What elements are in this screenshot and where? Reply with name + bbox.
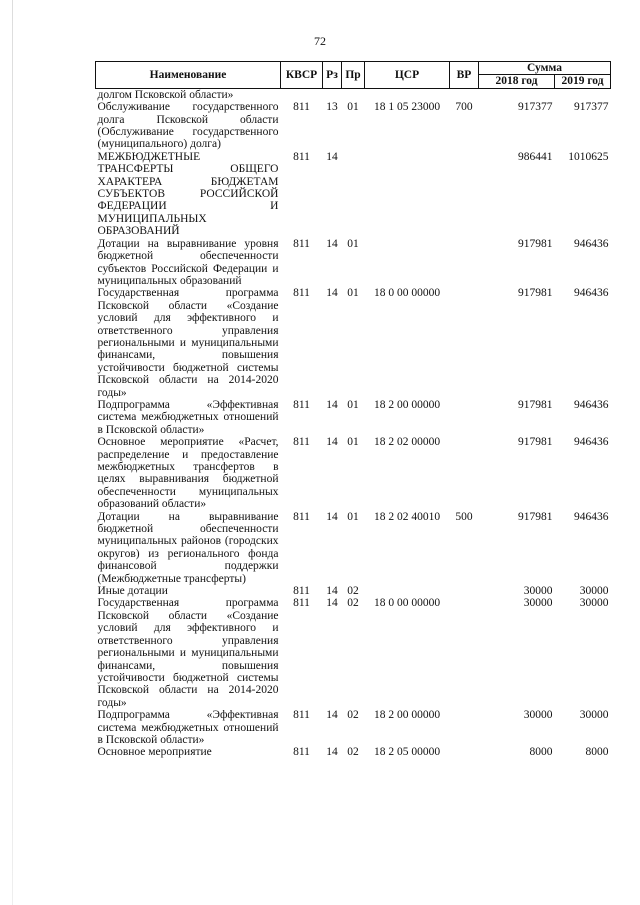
row-sum-2019: 946436 [574,436,609,449]
header-sum: Сумма [479,62,611,75]
row-csr: 18 2 05 00000 [373,746,441,759]
row-csr [365,88,450,101]
row-pr: 01 [347,287,359,300]
header-rz: Рз [323,62,342,89]
row-vr: 700 [455,101,473,114]
row-kvsr: 811 [293,237,310,250]
row-sum-2019 [555,88,611,101]
row-sum-2019: 30000 [579,585,609,598]
row-name: Иные дотации [97,585,168,598]
row-sum-2019: 946436 [574,237,609,250]
row-vr [450,151,479,238]
row-sum-2018: 30000 [523,597,553,610]
header-year-2019: 2019 год [555,75,611,88]
row-sum-2019: 30000 [579,709,609,722]
row-pr: 01 [347,101,359,114]
row-kvsr: 811 [293,709,310,722]
row-name: Основное мероприятие «Расчет, распределение и предоставление межбюджетных трансфертов в целях выравнивания бюджетной обеспеченности муниципальных образований области» [97,436,279,511]
header-year-2018: 2018 год [479,75,555,88]
header-name: Наименование [96,62,281,89]
row-name: Дотации на выравнивание уровня бюджетной обеспеченности субъектов Российской Федерации и муниципальных образований [97,237,279,287]
row-pr: 01 [347,436,359,449]
table-row [96,746,611,758]
row-sum-2019: 917377 [574,101,609,114]
row-vr [450,746,479,758]
row-kvsr: 811 [293,436,310,449]
row-sum-2019: 1010625 [568,150,609,163]
row-csr [365,238,450,288]
row-vr: 500 [455,510,473,523]
row-name: МЕЖБЮДЖЕТНЫЕ ТРАНСФЕРТЫ ОБЩЕГО ХАРАКТЕРА БЮДЖЕТАМ СУБЪЕКТОВ РОССИЙСКОЙ ФЕДЕРАЦИИ И МУНИЦИПАЛЬНЫХ ОБРАЗОВАНИЙ [97,150,279,238]
row-sum-2018: 30000 [523,585,553,598]
scan-edge [12,0,13,905]
row-pr [342,88,365,101]
table-row [96,151,611,238]
row-kvsr [281,88,323,101]
row-sum-2018: 8000 [529,746,553,759]
table-body [96,88,611,758]
table-row [96,88,611,101]
row-name: Дотации на выравнивание бюджетной обеспеченности муниципальных районов (городских округов) из регионального фонда финансовой поддержки (Межбюджетные трансферты) [97,510,279,585]
row-csr: 18 2 02 40010 [373,510,441,523]
budget-table [95,61,611,759]
row-vr [450,238,479,288]
row-rz: 14 [326,597,338,610]
row-pr: 02 [347,746,359,759]
row-sum-2019: 8000 [585,746,609,759]
row-pr [342,151,365,238]
table-row [96,287,611,399]
row-sum-2018: 917981 [518,510,553,523]
row-kvsr: 811 [293,597,310,610]
row-rz [323,88,342,101]
row-vr [450,399,479,436]
table-row [96,597,611,709]
header-vr: ВР [450,62,479,89]
row-sum-2018: 917981 [518,398,553,411]
row-name: Государственная программа Псковской области «Создание условий для эффективного и ответственного управления региональными и муниципальными финансами, повышения устойчивости бюджетной системы Псковской области на 2014-2020 годы» [97,287,279,399]
row-csr: 18 1 05 23000 [373,101,441,114]
row-rz: 14 [326,398,338,411]
row-vr [450,585,479,597]
page-number: 72 [314,34,326,48]
row-csr: 18 2 02 00000 [373,436,441,449]
row-name: Государственная программа Псковской области «Создание условий для эффективного и ответственного управления региональными и муниципальными финансами, повышения устойчивости бюджетной системы Псковской области на 2014-2020 годы» [97,597,279,709]
header-kvsr: КВСР [281,62,323,89]
row-kvsr: 811 [293,287,310,300]
header-csr: ЦСР [365,62,450,89]
row-csr [365,151,450,238]
table-row [96,238,611,288]
row-sum-2019: 946436 [574,510,609,523]
row-sum-2018: 30000 [523,709,553,722]
row-name: Основное мероприятие [97,746,212,759]
row-sum-2018: 917377 [518,101,553,114]
row-pr: 01 [347,510,359,523]
row-csr: 18 0 00 00000 [373,597,441,610]
row-rz: 14 [326,585,338,598]
row-sum-2018: 917981 [518,287,553,300]
row-rz: 13 [326,101,338,114]
row-csr [365,585,450,597]
row-kvsr: 811 [293,746,310,759]
row-rz: 14 [326,150,338,163]
row-rz: 14 [326,746,338,759]
row-rz: 14 [326,510,338,523]
row-sum-2018: 917981 [518,436,553,449]
row-kvsr: 811 [293,150,310,163]
row-vr [450,88,479,101]
row-sum-2018 [479,88,555,101]
table-row [96,436,611,510]
row-csr: 18 0 00 00000 [373,287,441,300]
row-rz: 14 [326,709,338,722]
row-vr [450,597,479,709]
header-pr: Пр [342,62,365,89]
row-vr [450,287,479,399]
row-rz: 14 [326,436,338,449]
row-sum-2019: 946436 [574,287,609,300]
row-vr [450,436,479,510]
row-rz: 14 [326,237,338,250]
row-sum-2019: 946436 [574,398,609,411]
table-row [96,511,611,585]
table-row [96,585,611,597]
row-kvsr: 811 [293,585,310,598]
table-row [96,709,611,746]
row-name: долгом Псковской области» [97,88,234,101]
row-name: Подпрограмма «Эффективная система межбюджетных отношений в Псковской области» [97,709,279,746]
row-csr: 18 2 00 00000 [373,709,441,722]
row-rz: 14 [326,287,338,300]
row-sum-2019: 30000 [579,597,609,610]
row-kvsr: 811 [293,398,310,411]
row-kvsr: 811 [293,510,310,523]
row-sum-2018: 917981 [518,237,553,250]
row-name: Подпрограмма «Эффективная система межбюджетных отношений в Псковской области» [97,398,279,436]
row-sum-2018: 986441 [518,150,553,163]
row-name: Обслуживание государственного долга Псковской области (Обслуживание государственного (муниципального) долга) [97,101,279,151]
row-pr: 01 [347,398,359,411]
table-row [96,101,611,151]
table-row [96,399,611,436]
row-csr: 18 2 00 00000 [373,398,441,411]
row-pr: 02 [347,585,359,598]
row-pr: 02 [347,597,359,610]
row-vr [450,709,479,746]
row-pr: 02 [347,709,359,722]
row-pr: 01 [347,237,359,250]
row-kvsr: 811 [293,101,310,114]
